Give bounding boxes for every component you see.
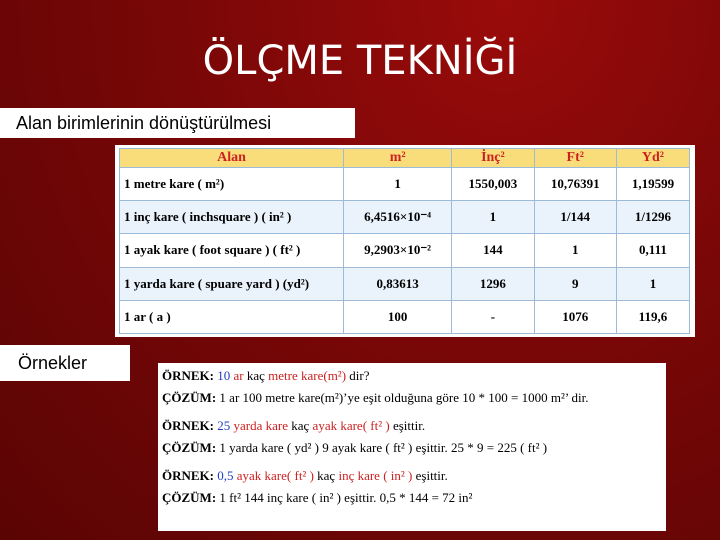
cell: 100 [344, 300, 452, 333]
row-label: 1 metre kare ( m²) [120, 168, 344, 201]
example-question-word: kaç [246, 368, 265, 383]
cell: 9 [534, 267, 616, 300]
cell: 1 [534, 234, 616, 267]
cell: 9,2903×10⁻² [344, 234, 452, 267]
examples-panel [158, 363, 666, 531]
solution-3 [162, 487, 662, 509]
row-label: 1 inç kare ( inchsquare ) ( in² ) [120, 201, 344, 234]
table-row [120, 201, 690, 234]
cell: 1/144 [534, 201, 616, 234]
example-label: ÖRNEK: [162, 468, 214, 483]
table-row [120, 234, 690, 267]
cell: 1 [452, 201, 534, 234]
examples-heading: Örnekler [0, 345, 130, 381]
example-1 [162, 365, 662, 387]
cell: 10,76391 [534, 168, 616, 201]
table-header-row [120, 149, 690, 168]
cell: 6,4516×10⁻⁴ [344, 201, 452, 234]
example-from-unit: ar [233, 368, 244, 383]
example-to-unit: metre kare(m²) [268, 368, 347, 383]
table-row [120, 168, 690, 201]
cell: 1076 [534, 300, 616, 333]
example-question-word: kaç [317, 468, 336, 483]
subtitle: Alan birimlerinin dönüştürülmesi [0, 108, 355, 138]
cell: 1 [616, 267, 689, 300]
example-value: 10 [217, 368, 231, 383]
example-end: eşittir. [415, 468, 448, 483]
table-row [120, 300, 690, 333]
header-alan: Alan [120, 149, 344, 168]
solution-text: 1 yarda kare ( yd² ) 9 ayak kare ( ft² ) eşittir. 25 * 9 = 225 ( ft² ) [219, 440, 548, 455]
example-from-unit: yarda kare [233, 418, 288, 433]
table-row [120, 267, 690, 300]
example-to-unit: ayak kare( ft² ) [312, 418, 390, 433]
cell: 1 [344, 168, 452, 201]
cell: 1,19599 [616, 168, 689, 201]
solution-1 [162, 387, 662, 409]
conversion-table-panel [115, 145, 695, 337]
solution-text: 1 ft² 144 inç kare ( in² ) eşittir. 0,5 * 144 = 72 in² [219, 490, 473, 505]
solution-label: ÇÖZÜM: [162, 390, 217, 405]
solution-2 [162, 437, 662, 459]
row-label: 1 ayak kare ( foot square ) ( ft² ) [120, 234, 344, 267]
example-end: dir? [349, 368, 370, 383]
solution-text: 1 ar 100 metre kare(m²)’ye eşit olduğuna göre 10 * 100 = 1000 m²’ dir. [219, 390, 589, 405]
example-2 [162, 415, 662, 437]
example-end: eşittir. [392, 418, 426, 433]
cell: - [452, 300, 534, 333]
cell: 119,6 [616, 300, 689, 333]
cell: 0,111 [616, 234, 689, 267]
cell: 1296 [452, 267, 534, 300]
header-yd2: Yd² [616, 149, 689, 168]
conversion-table [119, 148, 690, 334]
header-ft2: Ft² [534, 149, 616, 168]
example-3 [162, 465, 662, 487]
solution-label: ÇÖZÜM: [162, 490, 217, 505]
header-inc2: İnç² [452, 149, 534, 168]
example-label: ÖRNEK: [162, 418, 214, 433]
row-label: 1 yarda kare ( spuare yard ) (yd²) [120, 267, 344, 300]
cell: 1/1296 [616, 201, 689, 234]
solution-label: ÇÖZÜM: [162, 440, 217, 455]
example-question-word: kaç [291, 418, 310, 433]
cell: 1550,003 [452, 168, 534, 201]
example-value: 0,5 [217, 468, 234, 483]
cell: 144 [452, 234, 534, 267]
row-label: 1 ar ( a ) [120, 300, 344, 333]
example-label: ÖRNEK: [162, 368, 214, 383]
slide-title: ÖLÇME TEKNİĞİ [202, 38, 518, 84]
cell: 0,83613 [344, 267, 452, 300]
header-m2: m² [344, 149, 452, 168]
example-to-unit: inç kare ( in² ) [338, 468, 413, 483]
example-from-unit: ayak kare( ft² ) [236, 468, 314, 483]
example-value: 25 [217, 418, 231, 433]
